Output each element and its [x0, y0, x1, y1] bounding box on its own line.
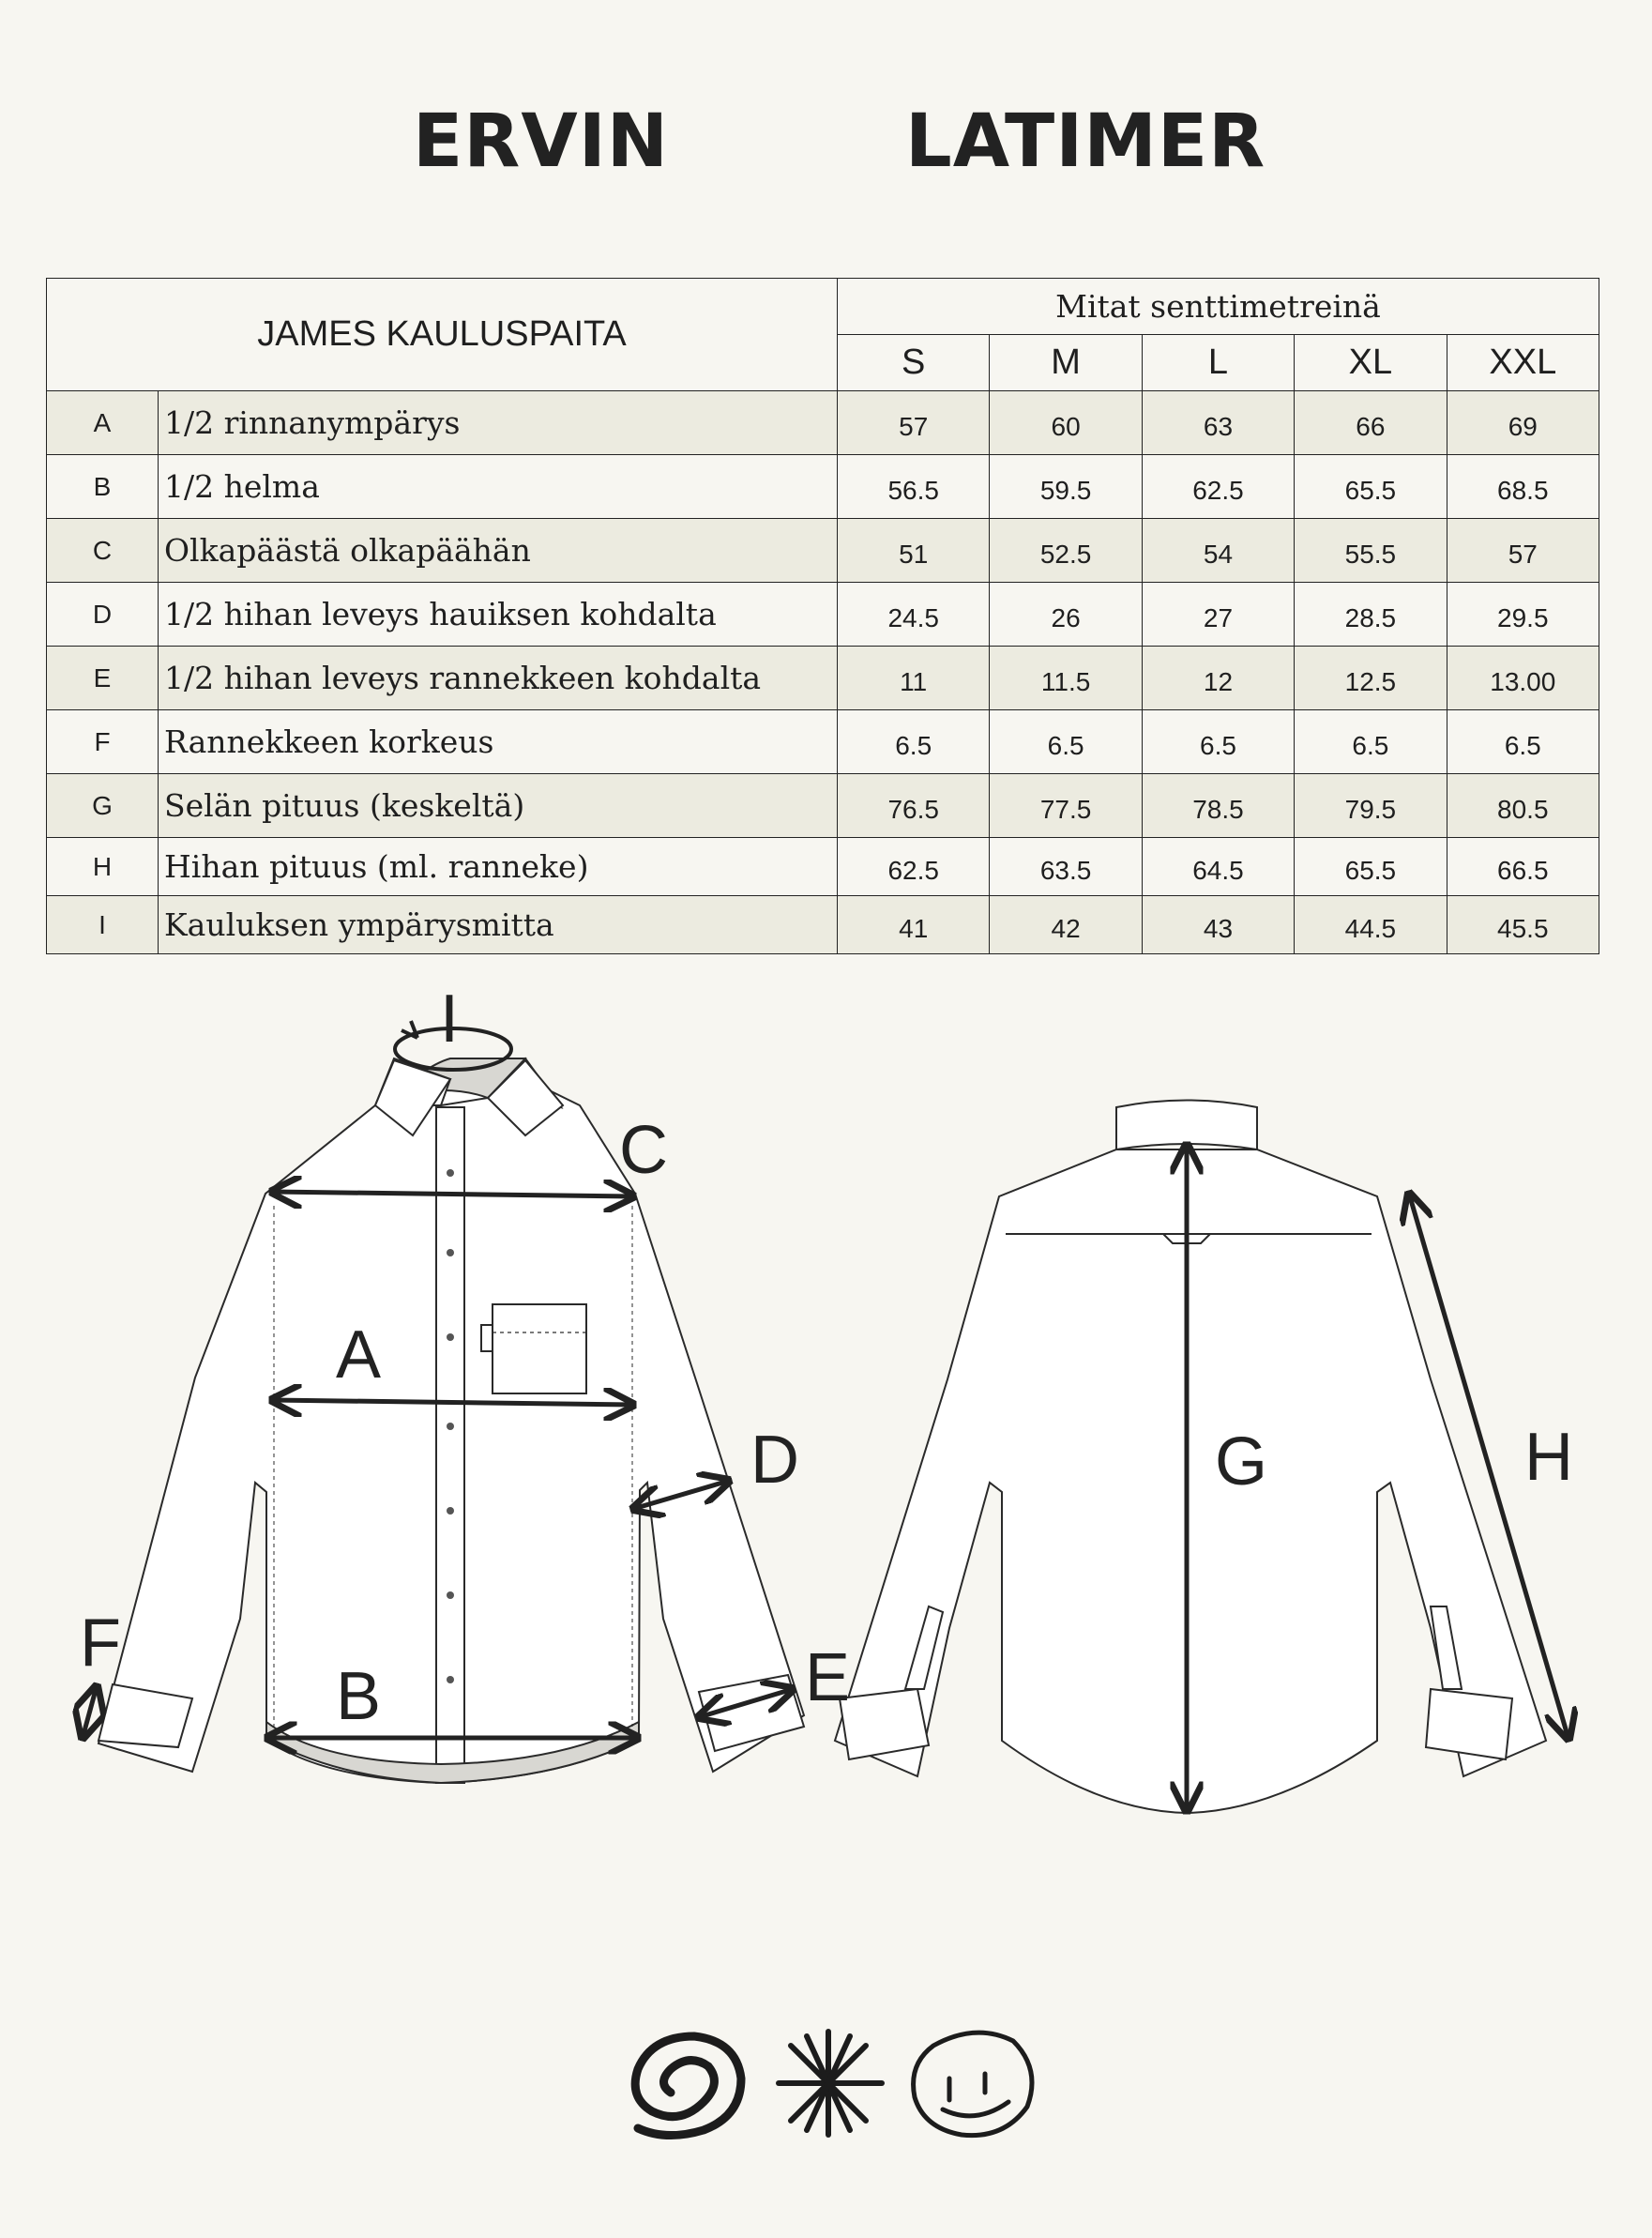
row-value: 41	[838, 896, 990, 954]
row-value: 64.5	[1142, 838, 1294, 896]
row-letter: D	[47, 583, 159, 647]
row-value: 57	[838, 391, 990, 455]
row-letter: G	[47, 774, 159, 838]
table-row	[47, 710, 1599, 774]
row-value: 44.5	[1295, 896, 1447, 954]
row-value: 42	[990, 896, 1142, 954]
star-burst-icon	[779, 2032, 882, 2135]
label-i: I	[440, 982, 460, 1057]
label-g: G	[1215, 1424, 1268, 1500]
row-value: 55.5	[1295, 519, 1447, 583]
label-a: A	[336, 1317, 382, 1393]
row-value: 62.5	[1142, 455, 1294, 519]
row-value: 51	[838, 519, 990, 583]
label-c: C	[619, 1113, 668, 1188]
row-label: 1/2 rinnanympärys	[159, 391, 838, 455]
row-letter: B	[47, 455, 159, 519]
row-label: Rannekkeen korkeus	[159, 710, 838, 774]
row-value: 63	[1142, 391, 1294, 455]
row-label: Kauluksen ympärysmitta	[159, 896, 838, 954]
row-value: 62.5	[838, 838, 990, 896]
row-value: 66	[1295, 391, 1447, 455]
row-value: 11	[838, 647, 990, 710]
row-value: 80.5	[1447, 774, 1599, 838]
row-value: 76.5	[838, 774, 990, 838]
row-label: Hihan pituus (ml. ranneke)	[159, 838, 838, 896]
row-letter: E	[47, 647, 159, 710]
row-value: 77.5	[990, 774, 1142, 838]
row-value: 56.5	[838, 455, 990, 519]
row-value: 59.5	[990, 455, 1142, 519]
row-value: 28.5	[1295, 583, 1447, 647]
row-value: 6.5	[990, 710, 1142, 774]
row-value: 66.5	[1447, 838, 1599, 896]
table-row	[47, 519, 1599, 583]
table-row	[47, 391, 1599, 455]
row-value: 68.5	[1447, 455, 1599, 519]
shirt-front	[99, 1058, 804, 1783]
row-value: 24.5	[838, 583, 990, 647]
row-letter: H	[47, 838, 159, 896]
row-value: 29.5	[1447, 583, 1599, 647]
row-value: 12	[1142, 647, 1294, 710]
row-value: 57	[1447, 519, 1599, 583]
row-value: 78.5	[1142, 774, 1294, 838]
row-letter: A	[47, 391, 159, 455]
row-label: Olkapäästä olkapäähän	[159, 519, 838, 583]
row-value: 69	[1447, 391, 1599, 455]
label-d: D	[750, 1423, 799, 1498]
table-row	[47, 774, 1599, 838]
shirt-back	[835, 1101, 1546, 1814]
row-value: 45.5	[1447, 896, 1599, 954]
row-value: 54	[1142, 519, 1294, 583]
table-row	[47, 583, 1599, 647]
row-value: 13.00	[1447, 647, 1599, 710]
row-label: 1/2 helma	[159, 455, 838, 519]
row-letter: F	[47, 710, 159, 774]
brand-latimer: LATIMER	[905, 99, 1266, 184]
table-row	[47, 838, 1599, 896]
row-value: 63.5	[990, 838, 1142, 896]
row-value: 65.5	[1295, 838, 1447, 896]
table-row	[47, 455, 1599, 519]
row-label: Selän pituus (keskeltä)	[159, 774, 838, 838]
row-value: 26	[990, 583, 1142, 647]
table-row	[47, 647, 1599, 710]
row-value: 27	[1142, 583, 1294, 647]
row-value: 12.5	[1295, 647, 1447, 710]
brand-ervin: ERVIN	[413, 99, 670, 184]
size-header: XL	[1295, 335, 1447, 391]
spiral-icon	[635, 2036, 741, 2136]
row-letter: C	[47, 519, 159, 583]
row-label: 1/2 hihan leveys hauiksen kohdalta	[159, 583, 838, 647]
size-header: S	[838, 335, 990, 391]
size-header: M	[990, 335, 1142, 391]
row-value: 52.5	[990, 519, 1142, 583]
label-b: B	[336, 1659, 382, 1734]
smiley-face-icon	[914, 2032, 1032, 2136]
label-e: E	[805, 1640, 851, 1715]
row-value: 6.5	[838, 710, 990, 774]
shirt-diagram	[0, 938, 1652, 1830]
row-value: 11.5	[990, 647, 1142, 710]
row-value: 6.5	[1142, 710, 1294, 774]
brand-icons	[600, 2008, 1051, 2149]
label-h: H	[1524, 1420, 1573, 1495]
row-value: 60	[990, 391, 1142, 455]
row-value: 43	[1142, 896, 1294, 954]
row-letter: I	[47, 896, 159, 954]
row-value: 6.5	[1295, 710, 1447, 774]
row-value: 65.5	[1295, 455, 1447, 519]
size-header: XXL	[1447, 335, 1599, 391]
row-value: 6.5	[1447, 710, 1599, 774]
size-header: L	[1142, 335, 1294, 391]
product-title: JAMES KAULUSPAITA	[47, 279, 838, 391]
size-chart-table	[46, 278, 1599, 954]
row-value: 79.5	[1295, 774, 1447, 838]
label-f: F	[80, 1606, 121, 1681]
row-label: 1/2 hihan leveys rannekkeen kohdalta	[159, 647, 838, 710]
unit-header: Mitat senttimetreinä	[838, 279, 1599, 335]
